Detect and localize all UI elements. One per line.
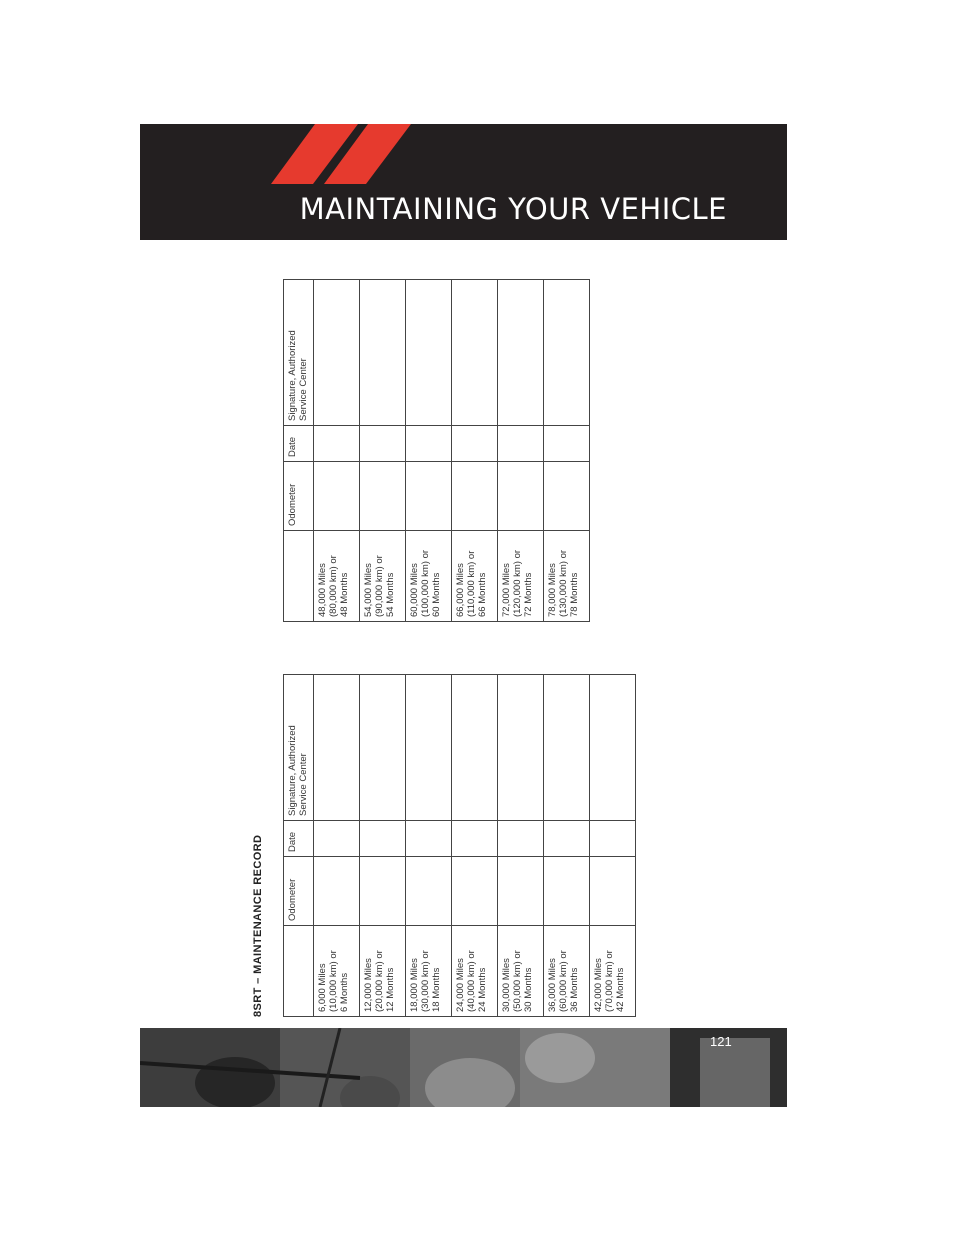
date-cell[interactable] [544,821,590,857]
signature-header: Signature, Authorized Service Center [284,280,314,426]
date-cell[interactable] [590,821,636,857]
maintenance-table-1 [283,674,636,1017]
table-row [406,280,452,622]
date-cell[interactable] [544,426,590,462]
signature-cell[interactable] [314,280,360,426]
interval-cell: 66,000 Miles (110,000 km) or 66 Months [452,531,498,622]
signature-cell[interactable] [452,675,498,821]
odometer-cell[interactable] [498,857,544,926]
table-row [498,675,544,1017]
date-cell[interactable] [314,426,360,462]
table-row [360,280,406,622]
signature-cell[interactable] [360,675,406,821]
interval-header [284,531,314,622]
signature-cell[interactable] [452,280,498,426]
date-header: Date [284,821,314,857]
date-cell[interactable] [406,821,452,857]
page-title: MAINTAINING YOUR VEHICLE [299,192,727,226]
odometer-cell[interactable] [590,857,636,926]
interval-cell: 60,000 Miles (100,000 km) or 60 Months [406,531,452,622]
date-cell[interactable] [360,821,406,857]
date-cell[interactable] [452,426,498,462]
odometer-header: Odometer [284,462,314,531]
table-row [314,280,360,622]
odometer-cell[interactable] [544,462,590,531]
maintenance-record-table [283,279,590,622]
interval-cell: 6,000 Miles (10,000 km) or 6 Months [314,926,360,1017]
interval-cell: 78,000 Miles (130,000 km) or 78 Months [544,531,590,622]
signature-header: Signature, Authorized Service Center [284,675,314,821]
signature-cell[interactable] [498,280,544,426]
signature-cell[interactable] [544,675,590,821]
odometer-cell[interactable] [452,857,498,926]
section-heading: 8SRT – MAINTENANCE RECORD [252,834,264,1017]
table-row [498,280,544,622]
table-row [544,675,590,1017]
odometer-cell[interactable] [314,857,360,926]
odometer-cell[interactable] [314,462,360,531]
signature-cell[interactable] [360,280,406,426]
odometer-cell[interactable] [452,462,498,531]
header-banner [140,124,787,240]
odometer-cell[interactable] [544,857,590,926]
date-cell[interactable] [452,821,498,857]
table-row [590,675,636,1017]
table-row [544,280,590,622]
odometer-cell[interactable] [406,857,452,926]
maintenance-record-table [283,674,636,1017]
interval-cell: 72,000 Miles (120,000 km) or 72 Months [498,531,544,622]
date-cell[interactable] [314,821,360,857]
odometer-header: Odometer [284,857,314,926]
date-cell[interactable] [498,426,544,462]
footer-photo-band [140,1028,787,1107]
signature-cell[interactable] [590,675,636,821]
table-row [360,675,406,1017]
table-row [452,280,498,622]
table-header-row [284,280,314,622]
date-cell[interactable] [498,821,544,857]
odometer-cell[interactable] [406,462,452,531]
table-row [452,675,498,1017]
interval-cell: 30,000 Miles (50,000 km) or 30 Months [498,926,544,1017]
interval-header [284,926,314,1017]
page-number: 121 [710,1034,732,1049]
interval-cell: 54,000 Miles (90,000 km) or 54 Months [360,531,406,622]
maintenance-table-2 [283,279,590,622]
signature-cell[interactable] [314,675,360,821]
signature-cell[interactable] [406,675,452,821]
signature-cell[interactable] [406,280,452,426]
date-cell[interactable] [406,426,452,462]
date-cell[interactable] [360,426,406,462]
interval-cell: 36,000 Miles (60,000 km) or 36 Months [544,926,590,1017]
interval-cell: 18,000 Miles (30,000 km) or 18 Months [406,926,452,1017]
date-header: Date [284,426,314,462]
interval-cell: 42,000 Miles (70,000 km) or 42 Months [590,926,636,1017]
signature-cell[interactable] [544,280,590,426]
odometer-cell[interactable] [360,857,406,926]
table-row [314,675,360,1017]
table-header-row [284,675,314,1017]
interval-cell: 12,000 Miles (20,000 km) or 12 Months [360,926,406,1017]
interval-cell: 48,000 Miles (80,000 km) or 48 Months [314,531,360,622]
odometer-cell[interactable] [498,462,544,531]
odometer-cell[interactable] [360,462,406,531]
signature-cell[interactable] [498,675,544,821]
interval-cell: 24,000 Miles (40,000 km) or 24 Months [452,926,498,1017]
table-row [406,675,452,1017]
footer-photo [140,1028,787,1107]
